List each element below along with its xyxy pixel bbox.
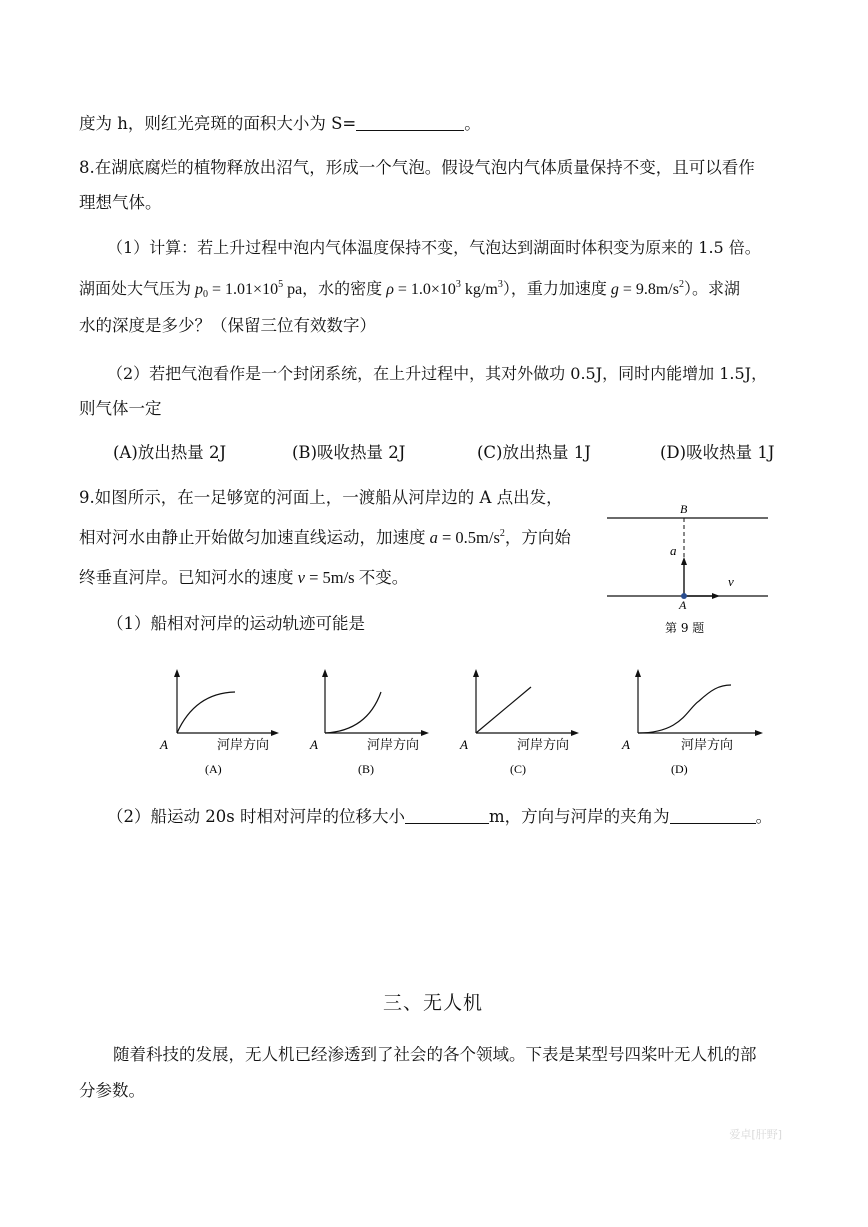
label-v: v [728, 574, 734, 589]
q8-option-b[interactable]: (B)吸收热量 2J [292, 443, 406, 462]
rho-symbol: ρ [386, 281, 394, 298]
q9-line3-text-a: 终垂直河岸。已知河水的速度 [79, 568, 298, 587]
trajectory-curve [638, 685, 731, 733]
q9-line3-text-b: 不变。 [354, 568, 409, 587]
p0-symbol: p [195, 281, 204, 298]
q8-part1-text-c: ），重力加速度 [502, 281, 611, 298]
p0-value: = 1.01×10 [208, 281, 279, 298]
p0-unit: pa [283, 281, 303, 298]
q8-part2-line1: （2）若把气泡看作是一个封闭系统，在上升过程中，其对外做功 0.5J，同时内能增加 1.5J， [107, 364, 768, 383]
q8-part1-text-b: ，水的密度 [302, 281, 387, 298]
g-value: = 9.8m/s [618, 281, 679, 298]
rho-unit-exponent: 3 [497, 279, 503, 290]
graph-origin-label: A [622, 737, 630, 752]
figure-caption: 第 9 题 [665, 621, 705, 635]
q8-part1-text-d: ）。求湖 [683, 281, 740, 298]
trajectory-curve [177, 692, 235, 733]
q9-part2-text-c: 。 [755, 807, 773, 826]
graph-axis-label: 河岸方向 [367, 738, 420, 753]
q9-part1: （1）船相对河岸的运动轨迹可能是 [107, 614, 365, 633]
label-a-accel: a [670, 543, 677, 558]
angle-answer-blank[interactable] [670, 807, 756, 824]
accel-value: = 0.5m/s [437, 528, 500, 547]
q7-tail-prefix: 度为 h，则红光亮斑的面积大小为 S= [79, 114, 357, 133]
rho-value: = 1.0×10 [393, 281, 456, 298]
graph-tag: (C) [510, 762, 526, 776]
q8-option-d[interactable]: (D)吸收热量 1J [660, 443, 775, 462]
p0-subscript: 0 [203, 289, 209, 300]
q9-part2-text-b: m，方向与河岸的夹角为 [488, 807, 670, 826]
q9-stem-line3 [79, 567, 408, 589]
section-title: 三、无人机 [383, 992, 484, 1014]
acceleration-arrowhead [681, 557, 687, 565]
q8-option-a[interactable]: (A)放出热量 2J [113, 443, 227, 462]
q8-part2-line2: 则气体一定 [79, 399, 162, 418]
p0-exponent: 5 [278, 279, 284, 290]
q7-tail-line [79, 113, 481, 135]
graph-axis-label: 河岸方向 [681, 738, 734, 753]
q9-stem-line2 [79, 527, 571, 549]
q8-part1-text-a: 湖面处大气压为 [79, 281, 196, 298]
q8-part1-line3: 水的深度是多少？（保留三位有效数字） [79, 316, 376, 335]
q8-stem-line2: 理想气体。 [79, 193, 162, 212]
graph-option-b[interactable] [305, 665, 435, 780]
section3-para-line1: 随着科技的发展，无人机已经渗透到了社会的各个领域。下表是某型号四桨叶无人机的部 [113, 1045, 757, 1064]
q9-line2-text-b: ，方向始 [504, 528, 571, 547]
q7-tail-suffix: 。 [464, 114, 481, 133]
graph-tag: (A) [205, 762, 222, 776]
displacement-answer-blank[interactable] [405, 807, 489, 824]
accel-exponent: 2 [499, 528, 505, 539]
graph-axis-label: 河岸方向 [517, 738, 570, 753]
label-b: B [680, 502, 688, 516]
trajectory-curve [476, 687, 531, 733]
q9-part2-text-a: （2）船运动 20s 时相对河岸的位移大小 [107, 807, 405, 826]
graph-origin-label: A [310, 737, 318, 752]
velocity-symbol: v [297, 568, 305, 587]
section3-para-line2: 分参数。 [79, 1081, 145, 1100]
watermark: 爱卓[肝野] [729, 1128, 782, 1141]
graph-option-a[interactable] [155, 665, 285, 780]
q9-stem-line1: 9.如图所示，在一足够宽的河面上，一渡船从河岸边的 A 点出发， [79, 488, 563, 507]
river-figure [600, 495, 780, 635]
velocity-arrowhead [712, 593, 720, 599]
graph-tag: (B) [358, 762, 374, 776]
q8-part1-line2 [79, 279, 740, 301]
q9-line2-text-a: 相对河水由静止开始做匀加速直线运动，加速度 [79, 528, 430, 547]
graph-origin-label: A [160, 737, 168, 752]
q8-stem-line1: 8.在湖底腐烂的植物释放出沼气，形成一个气泡。假设气泡内气体质量保持不变，且可以看作 [79, 158, 755, 177]
graph-origin-label: A [460, 737, 468, 752]
g-exponent: 2 [678, 279, 684, 290]
accel-symbol: a [429, 528, 438, 547]
g-symbol: g [610, 281, 619, 298]
graph-axis-label: 河岸方向 [217, 738, 270, 753]
graph-option-d[interactable] [617, 665, 767, 780]
rho-exponent: 3 [455, 279, 461, 290]
q7-answer-blank[interactable] [356, 114, 464, 131]
graph-option-c[interactable] [455, 665, 585, 780]
velocity-value: = 5m/s [304, 568, 355, 587]
rho-unit: kg/m [460, 281, 498, 298]
label-a-point: A [679, 598, 687, 612]
q8-part1-line1: （1）计算：若上升过程中泡内气体温度保持不变，气泡达到湖面时体积变为原来的 1.5 倍。 [107, 238, 761, 257]
trajectory-curve [325, 692, 381, 733]
graph-tag: (D) [671, 762, 688, 776]
q9-part2-line [107, 806, 772, 828]
q8-option-c[interactable]: (C)放出热量 1J [477, 443, 591, 462]
